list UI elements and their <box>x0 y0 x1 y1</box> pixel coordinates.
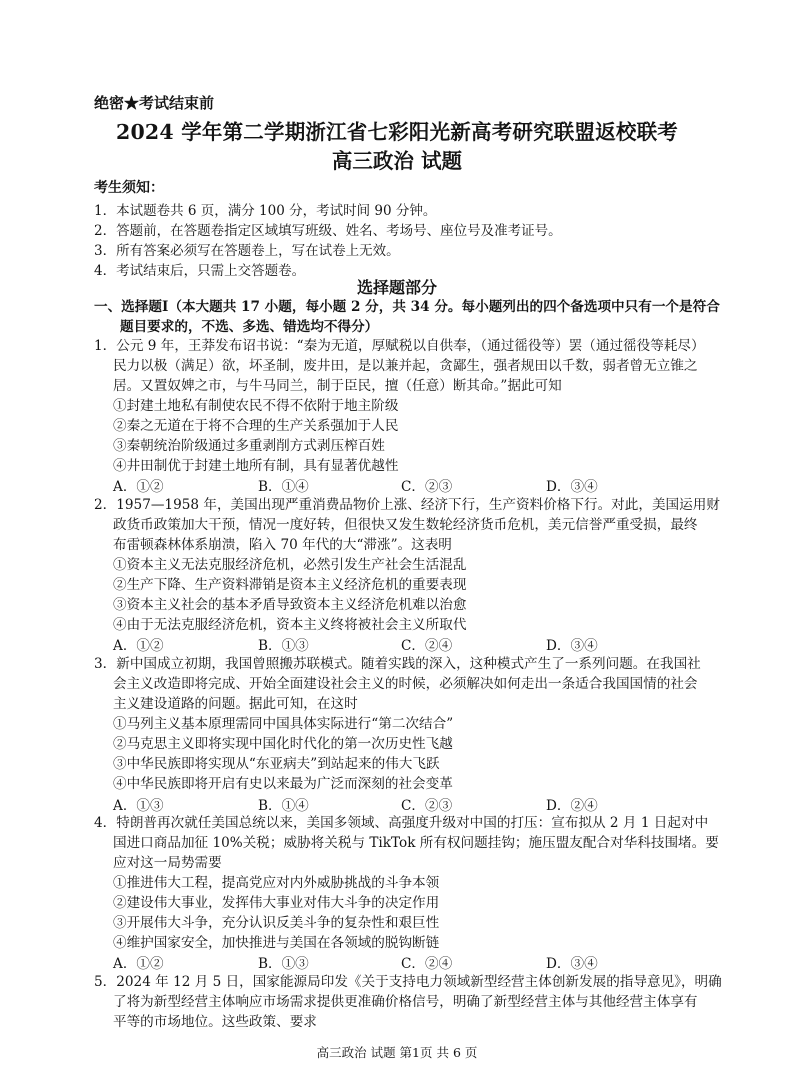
exam-title: 2024 学年第二学期浙江省七彩阳光新高考研究联盟返校联考 <box>116 120 678 144</box>
question-stem: 3．新中国成立初期，我国曾照搬苏联模式。随着实践的深入，这种模式产生了一系列问题。在我国社 <box>94 656 701 672</box>
option-b[interactable]: B．①④ <box>258 798 309 814</box>
statement-item: ①推进伟大工程，提高党应对内外威胁挑战的斗争本领 <box>113 875 440 891</box>
option-b[interactable]: B．①③ <box>258 638 309 654</box>
statement-item: ②秦之无道在于将不合理的生产关系强加于人民 <box>113 418 399 434</box>
question-stem: 居。又置奴婢之市，与牛马同兰，制于臣民，擅（任意）断其命。”据此可知 <box>113 378 562 394</box>
notice-item: 3．所有答案必须写在答题卷上，写在试卷上无效。 <box>94 243 400 259</box>
statement-item: ①马列主义基本原理需同中国具体实际进行“第二次结合” <box>113 716 454 732</box>
option-a[interactable]: A．①② <box>113 956 164 972</box>
statement-item: ④中华民族即将开启有史以来最为广泛而深刻的社会变革 <box>113 776 453 792</box>
question-stem: 民力以极（满足）欲，坏圣制，废井田，是以兼并起，贪鄙生，强者规田以千数，弱者曾无立锥之 <box>113 358 698 374</box>
statement-item: ①封建土地私有制使农民不得不依附于地主阶级 <box>113 398 399 414</box>
statement-item: ②马克思主义即将实现中国化时代化的第一次历史性飞越 <box>113 736 453 752</box>
option-d[interactable]: D．③④ <box>546 956 598 972</box>
notice-item: 2．答题前，在答题卷指定区域填写班级、姓名、考场号、座位号及准考证号。 <box>94 223 562 239</box>
option-d[interactable]: D．③④ <box>546 638 598 654</box>
question-stem: 平等的市场地位。这些政策、要求 <box>113 1014 317 1030</box>
part-instructions: 一、选择题Ⅰ（本大题共 17 小题，每小题 2 分，共 34 分。每小题列出的四个备选项中只有一个是符合 <box>94 299 720 315</box>
option-c[interactable]: C．②④ <box>401 638 453 654</box>
option-a[interactable]: A．①③ <box>113 798 164 814</box>
confidential-label: 绝密★考试结束前 <box>94 94 215 112</box>
option-d[interactable]: D．③④ <box>546 479 598 495</box>
exam-subtitle: 高三政治 试题 <box>331 149 463 173</box>
question-stem: 1．公元 9 年，王莽发布诏书说：“秦为无道，厚赋税以自供奉，（通过徭役等）罢（通过徭役等耗尽） <box>94 338 705 354</box>
option-a[interactable]: A．①② <box>113 479 164 495</box>
option-a[interactable]: A．①② <box>113 638 164 654</box>
option-b[interactable]: B．①④ <box>258 479 309 495</box>
notice-item: 1．本试题卷共 6 页，满分 100 分，考试时间 90 分钟。 <box>94 203 437 219</box>
statement-item: ②建设伟大事业，发挥伟大事业对伟大斗争的决定作用 <box>113 895 440 911</box>
notice-heading: 考生须知： <box>94 180 164 196</box>
option-c[interactable]: C．②③ <box>401 479 453 495</box>
question-stem: 政货币政策加大干预，情况一度好转，但很快又发生数轮经济货币危机，美元信誉严重受损，最终 <box>113 517 698 533</box>
question-stem: 2．1957—1958 年，美国出现严重消费品物价上涨、经济下行，生产资料价格下行。对此，美国运用财 <box>94 497 720 513</box>
statement-item: ③中华民族即将实现从“东亚病夫”到站起来的伟大飞跃 <box>113 756 440 772</box>
question-stem: 主义建设道路的问题。据此可知，在这时 <box>113 696 358 712</box>
section-title: 选择题部分 <box>356 278 437 297</box>
statement-item: ①资本主义无法克服经济危机，必然引发生产社会生活混乱 <box>113 557 467 573</box>
question-stem: 4．特朗普再次就任美国总统以来，美国多领域、高强度升级对中国的打压：宣布拟从 2 月 1 日起对中 <box>94 815 709 831</box>
statement-item: ④井田制优于封建土地所有制，具有显著优越性 <box>113 458 399 474</box>
page-footer: 高三政治 试题 第1页 共 6 页 <box>316 1045 478 1060</box>
option-c[interactable]: C．②④ <box>401 956 453 972</box>
statement-item: ②生产下降、生产资料滞销是资本主义经济危机的重要表现 <box>113 577 467 593</box>
question-stem: 会主义改造即将完成、开始全面建设社会主义的时候，必须解决如何走出一条适合我国国情的社会 <box>113 676 698 692</box>
option-d[interactable]: D．②④ <box>546 798 598 814</box>
statement-item: ④由于无法克服经济危机，资本主义终将被社会主义所取代 <box>113 617 467 633</box>
statement-item: ④维护国家安全，加快推进与美国在各领域的脱钩断链 <box>113 935 440 951</box>
option-c[interactable]: C．②③ <box>401 798 453 814</box>
question-stem: 国进口商品加征 10%关税；威胁将关税与 TikTok 所有权问题挂钩；施压盟友配合对华科技围堵。要 <box>113 835 719 851</box>
statement-item: ③秦朝统治阶级通过多重剥削方式剥压榨百姓 <box>113 438 385 454</box>
question-stem: 了将为新型经营主体响应市场需求提供更准确价格信号，明确了新型经营主体与其他经营主体享有 <box>113 994 698 1010</box>
part-instructions: 题目要求的，不选、多选、错选均不得分） <box>120 319 379 335</box>
option-b[interactable]: B．①③ <box>258 956 309 972</box>
notice-item: 4．考试结束后，只需上交答题卷。 <box>94 263 306 279</box>
statement-item: ③资本主义社会的基本矛盾导致资本主义经济危机难以治愈 <box>113 597 467 613</box>
question-stem: 应对这一局势需要 <box>113 855 222 871</box>
question-stem: 布雷顿森林体系崩溃，陷入 70 年代的大“滞涨”。这表明 <box>113 537 452 553</box>
question-stem: 5．2024 年 12 月 5 日，国家能源局印发《关于支持电力领域新型经营主体创新发展的指导意见》，明确 <box>94 974 722 990</box>
statement-item: ③开展伟大斗争，充分认识反美斗争的复杂性和艰巨性 <box>113 915 440 931</box>
